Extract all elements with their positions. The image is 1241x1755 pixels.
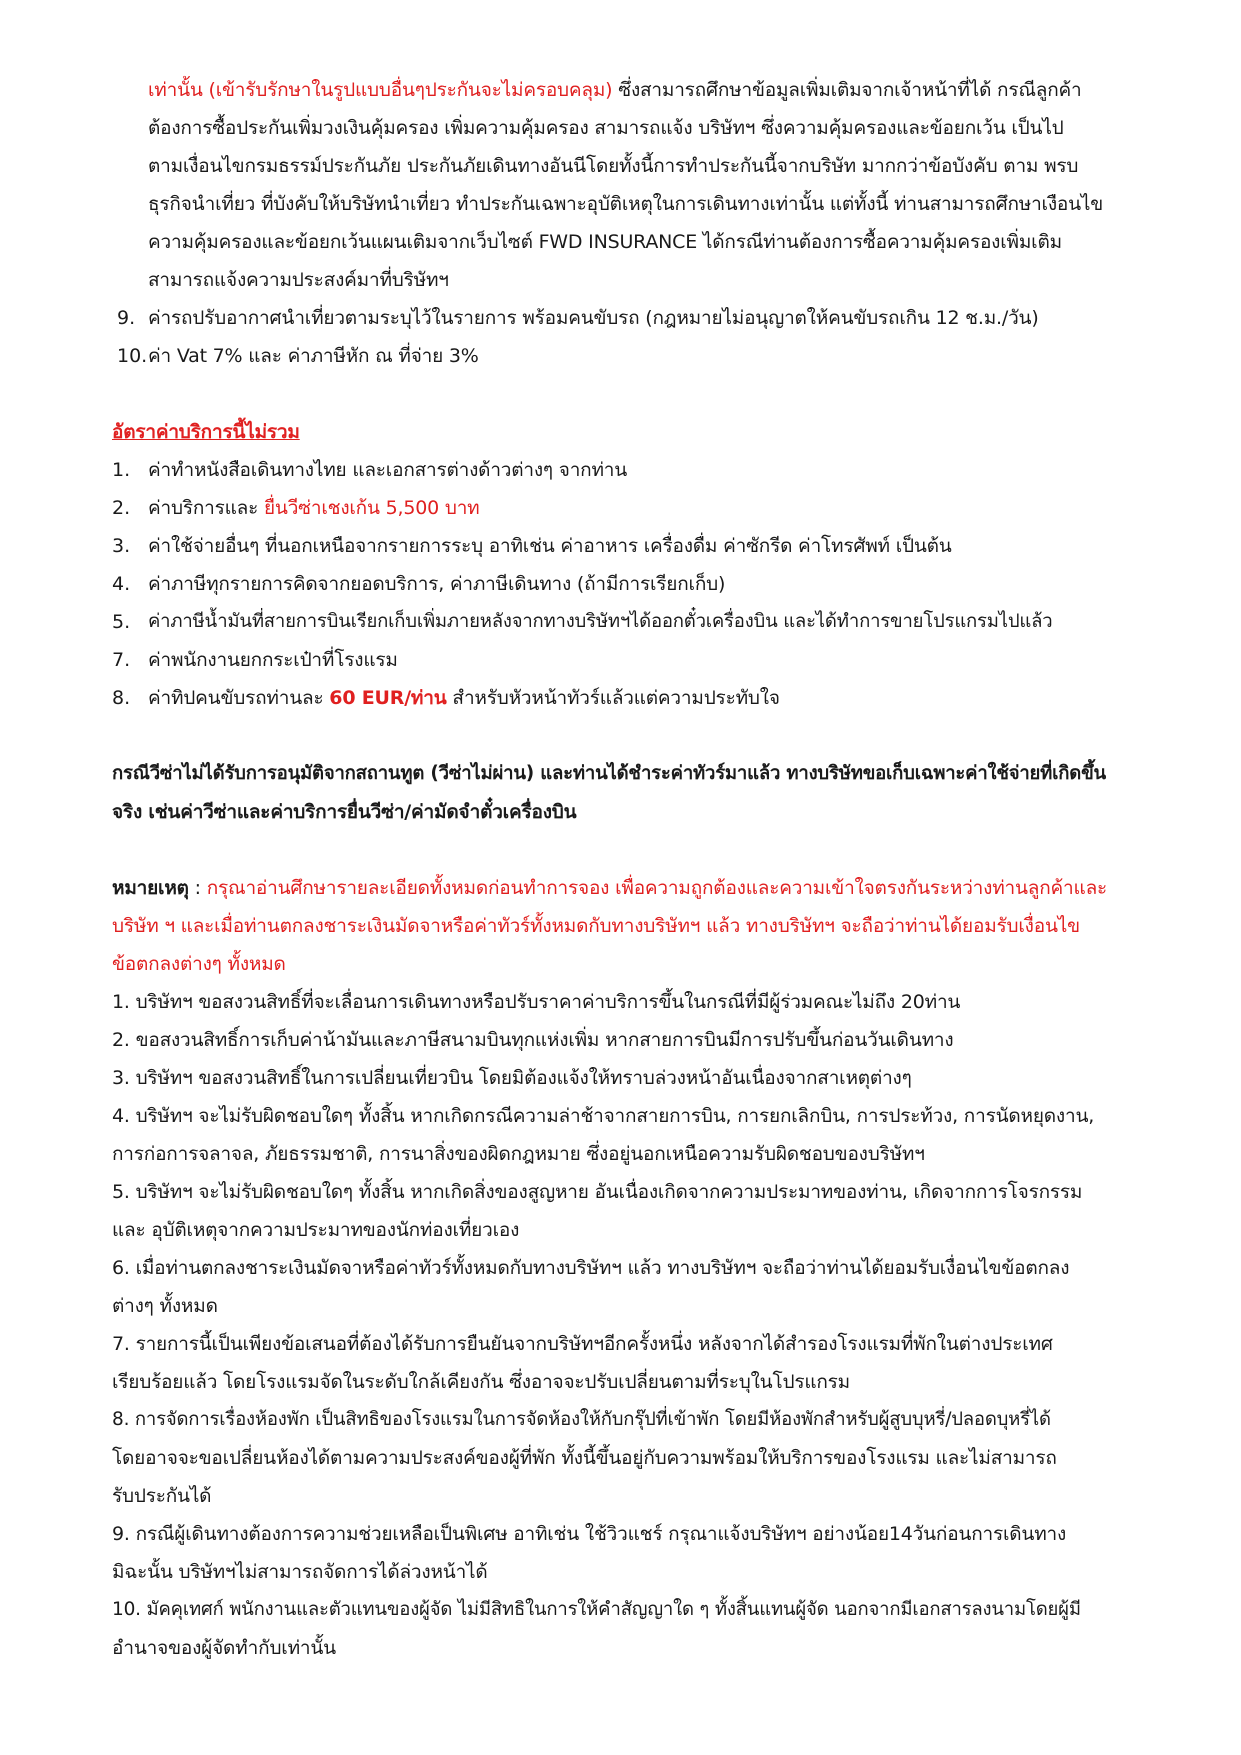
- remark-red-text: กรุณาอ่านศึกษารายละเอียดทั้งหมดก่อนทำการจอง เพื่อความถูกต้องและความเข้าใจตรงกันระหว่างท่านลูกค้าและ: [206, 877, 1108, 899]
- condition-line: 10. มัคคุเทศก์ พนักงานและตัวแทนของผู้จัด ไม่มีสิทธิในการให้คำสัญญาใด ๆ ทั้งสิ้นแทนผู้จัด นอกจากมีเอกสารลงนามโดยผู้มี: [112, 1599, 1081, 1620]
- remark-line-3: ข้อตกลงต่างๆ ทั้งหมด: [112, 953, 286, 975]
- remark-separator: :: [188, 877, 207, 899]
- visa-notice-line-1: กรณีวีซ่าไม่ได้รับการอนุมัติจากสถานทูต (วีซ่าไม่ผ่าน) และท่านได้ชำระค่าทัวร์มาแล้ว ทางบริษัทขอเก็บเฉพาะค่าใช้จ่ายที่เกิดขึ้น: [112, 763, 1107, 784]
- condition-line: การก่อการจลาจล, ภัยธรรมชาติ, การนาสิ่งของผิดกฎหมาย ซึ่งอยู่นอกเหนือความรับผิดชอบของบริษัทฯ: [112, 1143, 925, 1165]
- remark-label: หมายเหตุ: [112, 877, 189, 899]
- condition-line: โดยอาจจะขอเปลี่ยนห้องได้ตามความประสงค์ของผู้ที่พัก ทั้งนี้ขึ้นอยู่กับความพร้อมให้บริการของโรงแรม และไม่สามารถ: [112, 1447, 1057, 1469]
- visa-fee-red-text: ยื่นวีซ่าเชงเก้น 5,500 บาท: [263, 497, 480, 519]
- excluded-item-text: ค่าพนักงานยกกระเป๋าที่โรงแรม: [148, 649, 398, 671]
- excluded-item-number: 3.: [112, 535, 131, 557]
- condition-line: 7. รายการนี้เป็นเพียงข้อเสนอที่ต้องได้รับการยืนยันจากบริษัทฯอีกครั้งหนึ่ง หลังจากได้สำรองโรงแรมที่พักในต่างประเทศ: [112, 1333, 1053, 1355]
- continuation-line-1: [148, 76, 1082, 104]
- condition-line: 3. บริษัทฯ ขอสงวนสิทธิ์ในการเปลี่ยนเที่ยวบิน โดยมิต้องแจ้งให้ทราบล่วงหน้าอันเนื่องจากสาเหตุต่างๆ: [112, 1067, 912, 1089]
- included-item-text: ค่ารถปรับอากาศนำเที่ยวตามระบุไว้ในรายการ พร้อมคนขับรถ (กฎหมายไม่อนุญาตให้คนขับรถเกิน 12 ช.ม./วัน): [148, 307, 1039, 329]
- excluded-item-number: 2.: [112, 497, 131, 519]
- excluded-item-text: ค่าบริการและ: [148, 497, 264, 519]
- continuation-line-3: ตามเงื่อนไขกรมธรรม์ประกันภัย ประกันภัยเดินทางอันนีโดยทั้งนี้การทำประกันนี้จากบริษัท มากกว่าข้อบังคับ ตาม พรบ: [148, 155, 1079, 177]
- included-item-number: 9.: [117, 307, 136, 329]
- visa-notice-line-2: จริง เช่นค่าวีซ่าและค่าบริการยื่นวีซ่า/ค่ามัดจำตั๋วเครื่องบิน: [112, 801, 577, 823]
- excluded-item-number: 5.: [112, 611, 131, 633]
- condition-line: และ อุบัติเหตุจากความประมาทของนักท่องเที่ยวเอง: [112, 1219, 520, 1241]
- excluded-item-line: [148, 494, 480, 522]
- included-item-text: ค่า Vat 7% และ ค่าภาษีหัก ณ ที่จ่าย 3%: [148, 345, 479, 367]
- continuation-red-text: เท่านั้น (เข้ารับรักษาในรูปแบบอื่นๆประกันจะไม่ครอบคลุม): [148, 79, 613, 101]
- condition-line: 1. บริษัทฯ ขอสงวนสิทธิ์ที่จะเลื่อนการเดินทางหรือปรับราคาค่าบริการขึ้นในกรณีที่มีผู้ร่วมคณะไม่ถึง 20ท่าน: [112, 991, 961, 1013]
- excluded-item-line: [148, 684, 780, 712]
- tip-amount-red-text: 60 EUR/ท่าน: [329, 687, 447, 709]
- excluded-item-number: 7.: [112, 649, 131, 671]
- excluded-item-text: ค่าใช้จ่ายอื่นๆ ที่นอกเหนือจากรายการระบุ อาทิเช่น ค่าอาหาร เครื่องดื่ม ค่าซักรีด ค่าโทรศัพท์ เป็นต้น: [148, 535, 952, 557]
- excluded-heading: อัตราค่าบริการนี้ไม่รวม: [112, 421, 300, 443]
- condition-line: 6. เมื่อท่านตกลงชาระเงินมัดจาหรือค่าทัวร์ทั้งหมดกับทางบริษัทฯ แล้ว ทางบริษัทฯ จะถือว่าท่านได้ยอมรับเงื่อนไขข้อตกลง: [112, 1257, 1070, 1279]
- excluded-item-number: 1.: [112, 459, 131, 481]
- condition-line: มิฉะนั้น บริษัทฯไม่สามารถจัดการได้ล่วงหน้าได้: [112, 1561, 488, 1583]
- excluded-item-text-after: สำหรับหัวหน้าทัวร์แล้วแต่ความประทับใจ: [446, 687, 780, 709]
- continuation-line-6: สามารถแจ้งความประสงค์มาที่บริษัทฯ: [148, 269, 449, 291]
- continuation-text: ซึ่งสามารถศึกษาข้อมูลเพิ่มเติมจากเจ้าหน้าที่ได้ กรณีลูกค้า: [612, 79, 1082, 101]
- excluded-item-text: ค่าภาษีทุกรายการคิดจากยอดบริการ, ค่าภาษีเดินทาง (ถ้ามีการเรียกเก็บ): [148, 573, 726, 595]
- included-item-number: 10.: [117, 345, 148, 367]
- condition-line: 5. บริษัทฯ จะไม่รับผิดชอบใดๆ ทั้งสิ้น หากเกิดสิ่งของสูญหาย อันเนื่องเกิดจากความประมาทของท่าน, เกิดจากการโจรกรรม: [112, 1181, 1083, 1203]
- condition-line: ต่างๆ ทั้งหมด: [112, 1295, 218, 1317]
- excluded-item-text: ค่าภาษีน้ำมันที่สายการบินเรียกเก็บเพิ่มภายหลังจากทางบริษัทฯได้ออกตั๋วเครื่องบิน และได้ทำการขายโปรแกรมไปแล้ว: [148, 611, 1053, 632]
- continuation-line-5: ความคุ้มครองและข้อยกเว้นแผนเติมจากเว็บไซต์ FWD INSURANCE ได้กรณีท่านต้องการซื้อความคุ้มครองเพิ่มเติม: [148, 231, 1062, 253]
- excluded-item-number: 8.: [112, 687, 131, 709]
- continuation-line-2: ต้องการซื้อประกันเพิ่มวงเงินคุ้มครอง เพิ่มความคุ้มครอง สามารถแจ้ง บริษัทฯ ซึ่งความคุ้มครองและข้อยกเว้น เป็นไป: [148, 117, 1064, 139]
- continuation-line-4: ธุรกิจนำเที่ยว ที่บังคับให้บริษัทนำเที่ยว ทำประกันเฉพาะอุบัติเหตุในการเดินทางเท่านั้น แต่ทั้งนี้ ท่านสามารถศึกษาเงือนไข: [148, 193, 1104, 215]
- excluded-item-text: ค่าทิปคนขับรถท่านละ: [148, 687, 330, 709]
- excluded-item-text: ค่าทำหนังสือเดินทางไทย และเอกสารต่างด้าวต่างๆ จากท่าน: [148, 459, 628, 481]
- condition-line: อำนาจของผู้จัดทำกับเท่านั้น: [112, 1637, 336, 1659]
- condition-line: เรียบร้อยแล้ว โดยโรงแรมจัดในระดับใกล้เคียงกัน ซึ่งอาจจะปรับเปลี่ยนตามที่ระบุในโปรแกรม: [112, 1371, 851, 1393]
- condition-line: รับประกันได้: [112, 1485, 212, 1507]
- remark-line-2: บริษัท ฯ และเมื่อท่านตกลงชาระเงินมัดจาหรือค่าทัวร์ทั้งหมดกับทางบริษัทฯ แล้ว ทางบริษัทฯ จะถือว่าท่านได้ยอมรับเงื่อนไข: [112, 915, 1080, 937]
- excluded-item-number: 4.: [112, 573, 131, 595]
- condition-line: 2. ขอสงวนสิทธิ์การเก็บค่าน้ามันและภาษีสนามบินทุกแห่งเพิ่ม หากสายการบินมีการปรับขึ้นก่อนวันเดินทาง: [112, 1029, 954, 1051]
- condition-line: 8. การจัดการเรื่องห้องพัก เป็นสิทธิของโรงแรมในการจัดห้องให้กับกรุ๊ปที่เข้าพัก โดยมีห้องพักสำหรับผู้สูบบุหรี่/ปลอดบุหรี่ได้: [112, 1409, 1051, 1430]
- condition-line: 9. กรณีผู้เดินทางต้องการความช่วยเหลือเป็นพิเศษ อาทิเช่น ใช้วิวแชร์ กรุณาแจ้งบริษัทฯ อย่างน้อย14วันก่อนการเดินทาง: [112, 1523, 1067, 1545]
- remark-line-1: [112, 874, 1107, 902]
- condition-line: 4. บริษัทฯ จะไม่รับผิดชอบใดๆ ทั้งสิ้น หากเกิดกรณีความล่าช้าจากสายการบิน, การยกเลิกบิน, การประท้วง, การนัดหยุดงาน,: [112, 1105, 1095, 1127]
